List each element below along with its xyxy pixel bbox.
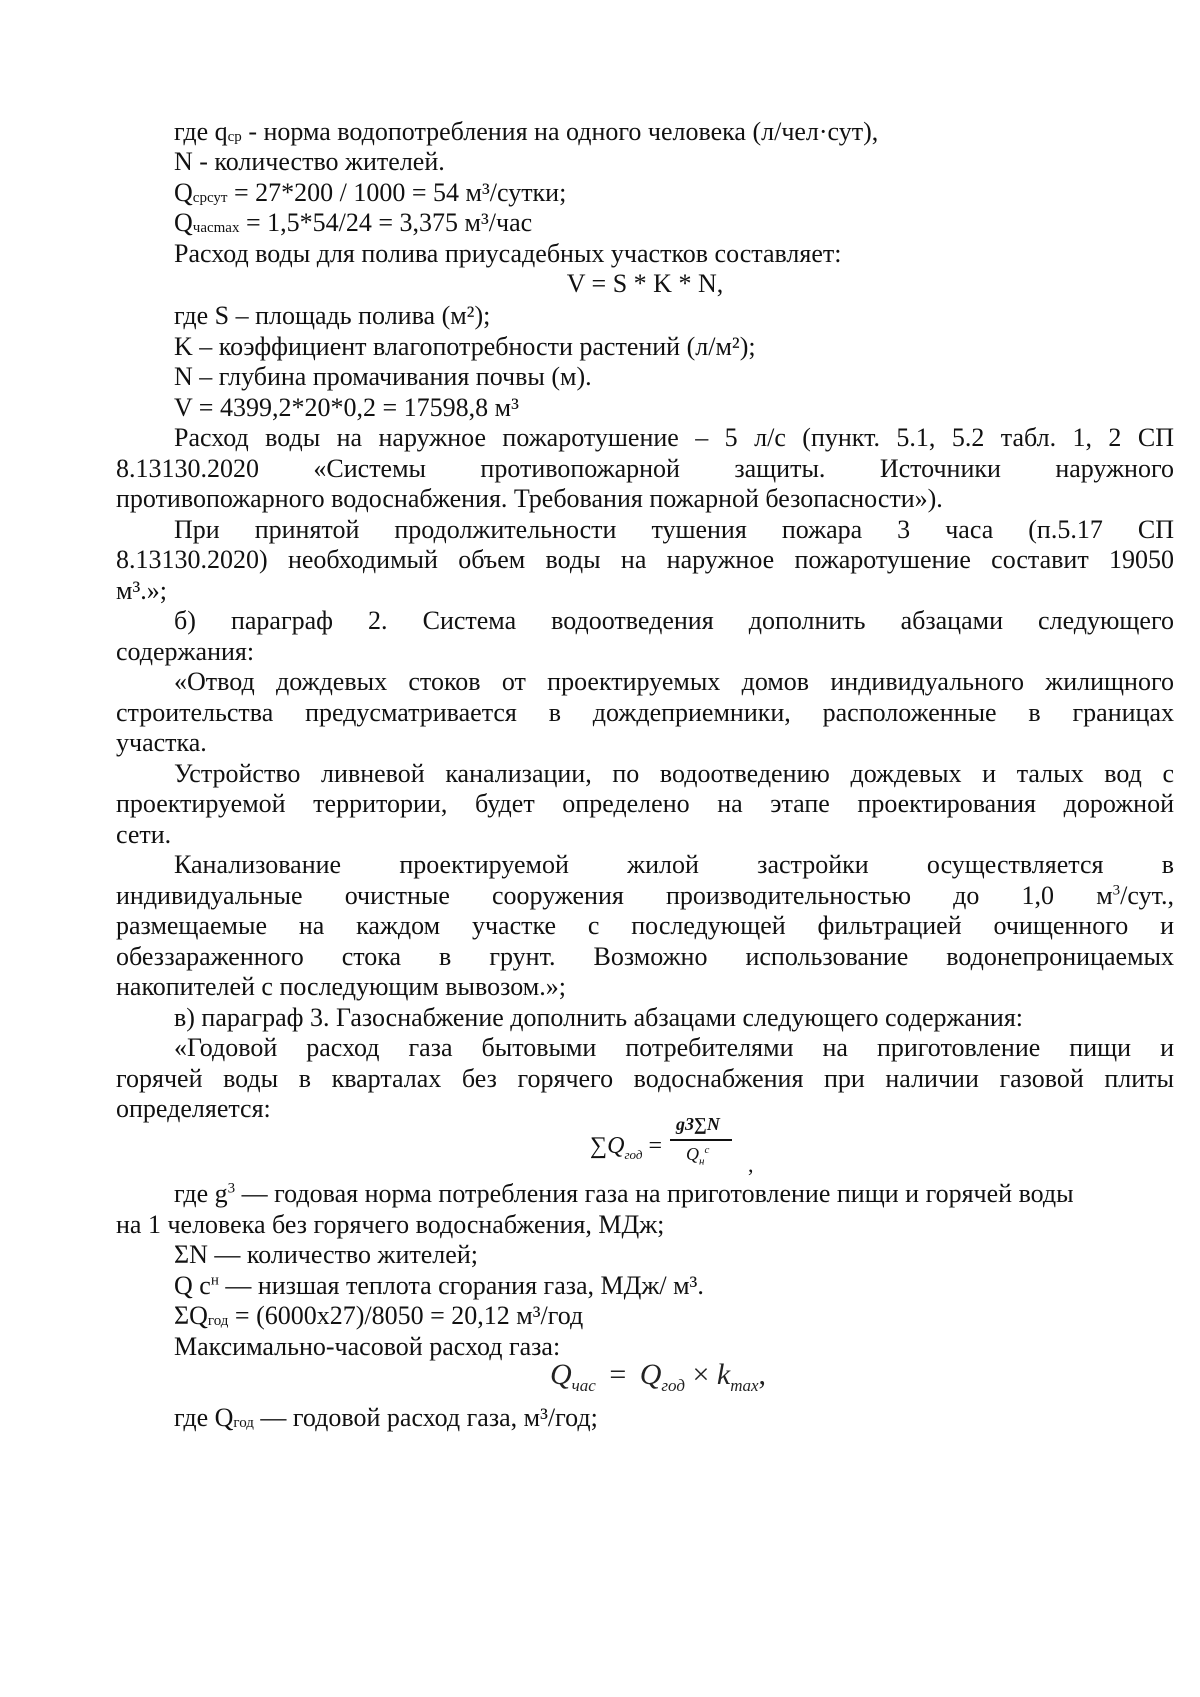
formula-volume: V = S * K * N, (566, 269, 724, 298)
text-line: При принятой продолжительности тушения пожара 3 часа (п.5.17 СП (174, 515, 1174, 544)
formula-annual-gas: $\sum Q_{год}$ = g3∑N $Q_н^с$ , (590, 1114, 754, 1177)
text-line: определяется: (116, 1094, 271, 1123)
text-line: V = 4399,2*20*0,2 = 17598,8 м³ (174, 393, 519, 422)
text-line: Канализование проектируемой жилой застройки осуществляется в (174, 850, 1174, 879)
text-line: индивидуальные очистные сооружения производительностью до 1,0 $м^3$/сут., (116, 881, 1174, 910)
text-line: $Q_{часmax} = 1,5*54/24 = 3,375$ м³/час (174, 208, 533, 237)
text-line: в) параграф 3. Газоснабжение дополнить абзацами следующего содержания: (174, 1003, 1024, 1032)
text-line: б) параграф 2. Система водоотведения дополнить абзацами следующего (174, 606, 1174, 635)
text-line: где $g^3$ — годовая норма потребления газа на приготовление пищи и горячей воды (174, 1179, 1074, 1208)
text-line: где $q_{ср}$ - норма водопотребления на одного человека (л/чел·сут), (174, 117, 879, 146)
text-line: Расход воды для полива приусадебных участков составляет: (174, 239, 842, 268)
text-line: $Q_{срсут} = 27*200 / 1000 = 54$ м³/сутки; (174, 178, 567, 207)
text-line: Максимально-часовой расход газа: (174, 1332, 561, 1361)
text-line: Q $с^н$ — низшая теплота сгорания газа, МДж/ м³. (174, 1271, 704, 1300)
text-line: накопителей с последующим вывозом.»; (116, 972, 566, 1001)
text-line: горячей воды в кварталах без горячего водоснабжения при наличии газовой плиты (116, 1064, 1174, 1093)
text-line: ΣN — количество жителей; (174, 1240, 478, 1269)
fraction-bar (670, 1139, 732, 1141)
text-line: Расход воды на наружное пожаротушение – 5 л/с (пункт. 5.1, 5.2 табл. 1, 2 СП (174, 423, 1174, 452)
text-line: K – коэффициент влагопотребности растений (л/м²); (174, 332, 756, 361)
text-line: обеззараженного стока в грунт. Возможно использование водонепроницаемых (116, 942, 1174, 971)
text-line: Устройство ливневой канализации, по водоотведению дождевых и талых вод с (174, 759, 1174, 788)
text-line: проектируемой территории, будет определено на этапе проектирования дорожной (116, 789, 1174, 818)
text-line: «Годовой расход газа бытовыми потребителями на приготовление пищи и (174, 1033, 1174, 1062)
formula-hourly-gas: $Q_{час} = Q_{год} \times k_{max}$, (550, 1358, 767, 1395)
text-line: N - количество жителей. (174, 147, 445, 176)
text-line: где $Q_{год}$ — годовой расход газа, м³/год; (174, 1403, 598, 1432)
text-line: размещаемые на каждом участке с последующей фильтрацией очищенного и (116, 911, 1174, 940)
text-line: 8.13130.2020) необходимый объем воды на наружное пожаротушение составит 19050 (116, 545, 1174, 574)
text-line: противопожарного водоснабжения. Требования пожарной безопасности»). (116, 484, 943, 513)
text-line: строительства предусматривается в дождеприемники, расположенные в границах (116, 698, 1174, 727)
text-line: $\Sigma Q_{год} = (6000х27)/8050 = 20,12$ м³/год (174, 1301, 584, 1330)
text-line: содержания: (116, 637, 255, 666)
text-line: 8.13130.2020 «Системы противопожарной защиты. Источники наружного (116, 454, 1174, 483)
text-line: где S – площадь полива (м²); (174, 301, 491, 330)
text-line: на 1 человека без горячего водоснабжения, МДж; (116, 1210, 665, 1239)
text-line: участка. (116, 728, 207, 757)
text-line: сети. (116, 820, 172, 849)
text-line: «Отвод дождевых стоков от проектируемых домов индивидуального жилищного (174, 667, 1174, 696)
text-line: N – глубина промачивания почвы (м). (174, 362, 592, 391)
text-line: м³.»; (116, 576, 167, 605)
